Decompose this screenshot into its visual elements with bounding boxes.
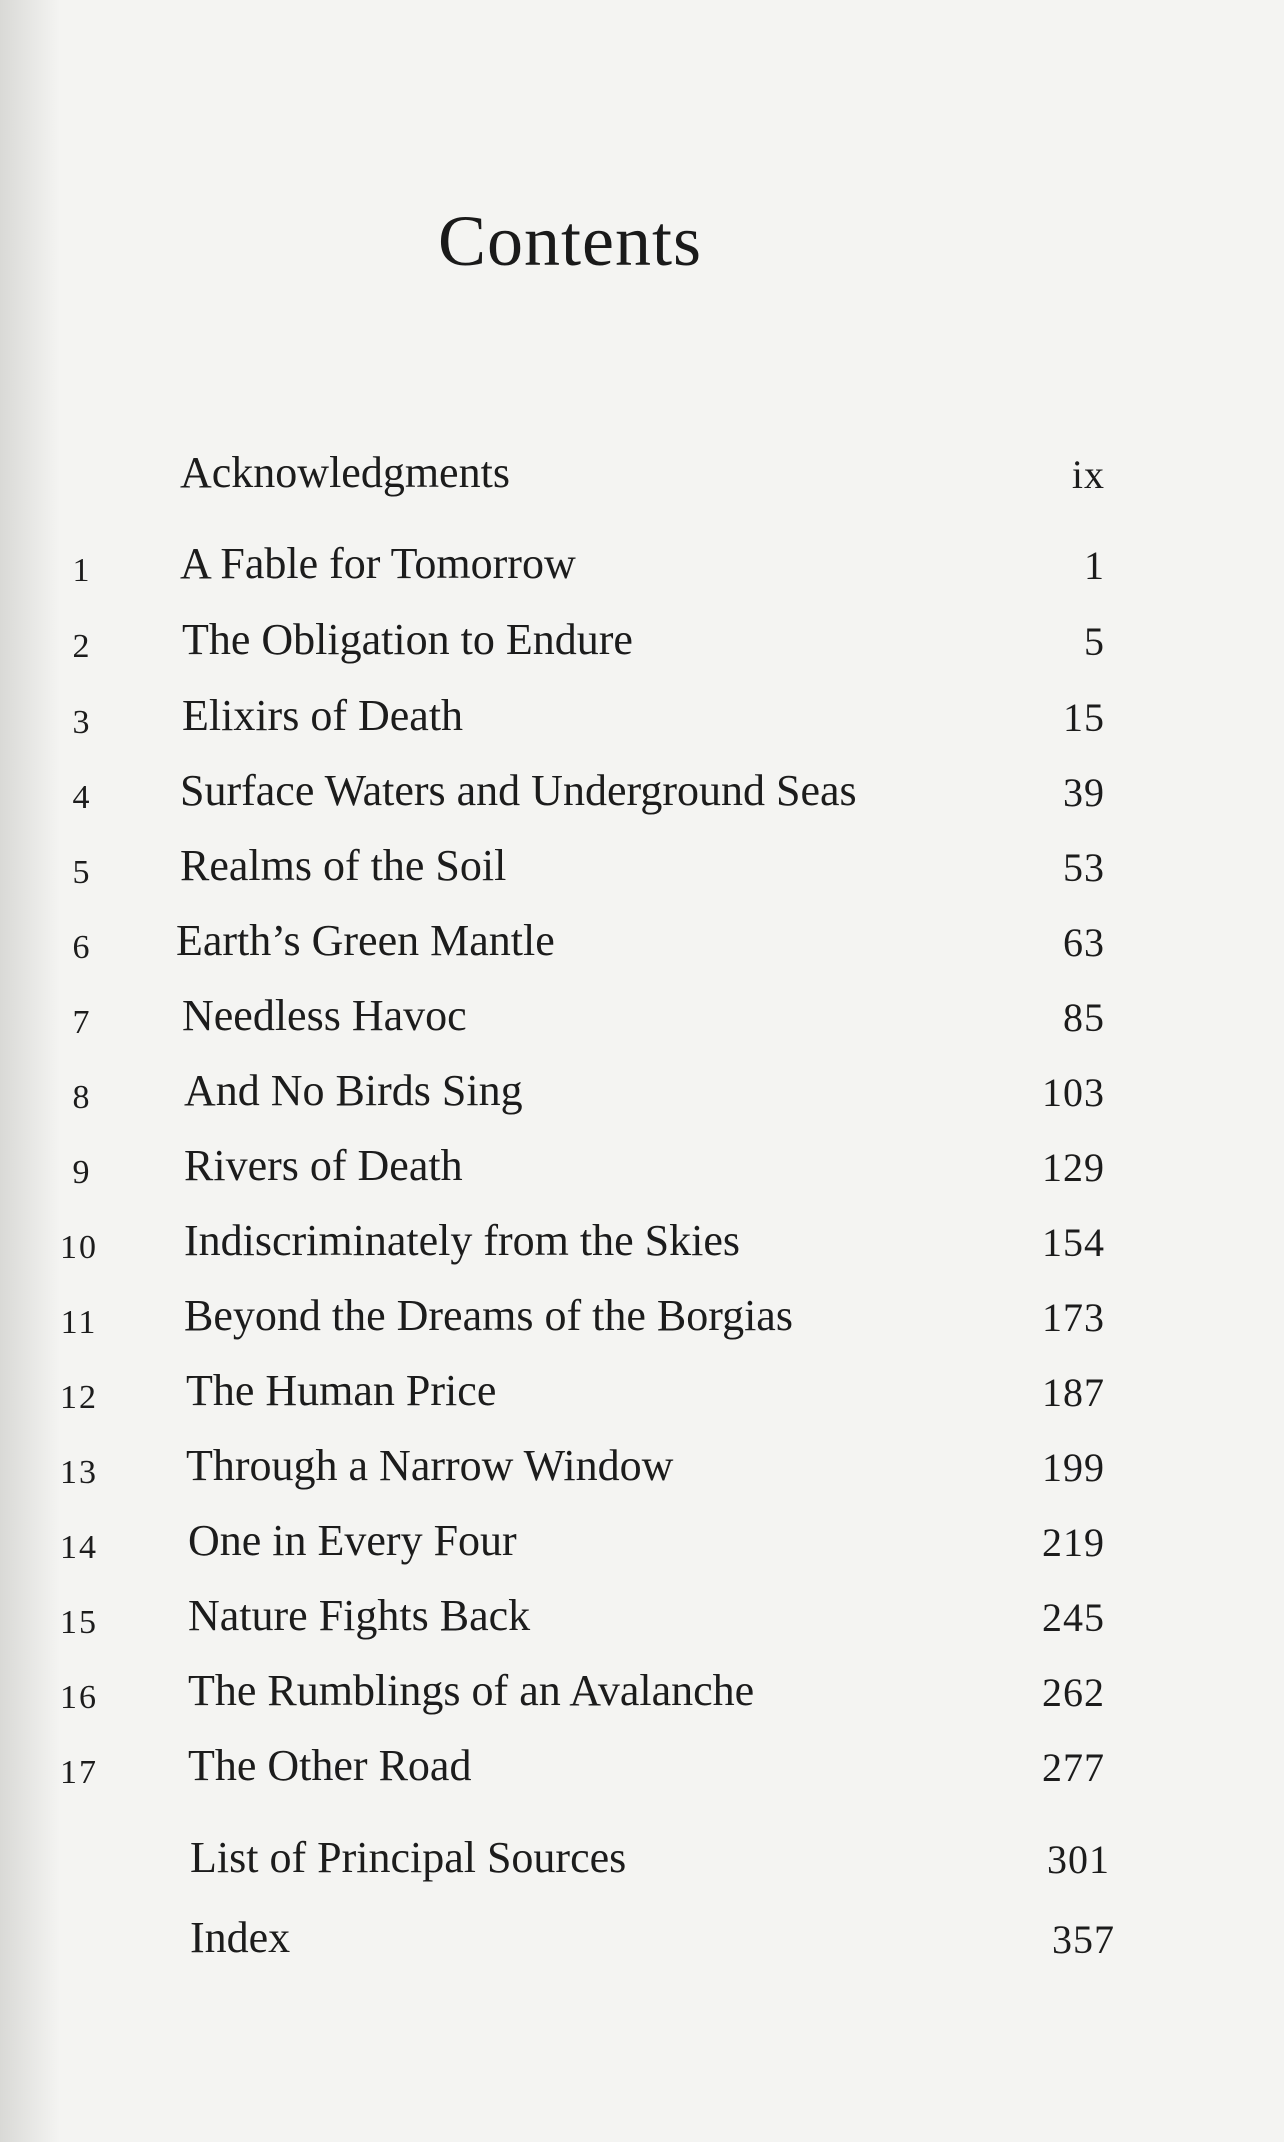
chapter-title: The Human Price	[186, 1366, 497, 1415]
chapter-number: 15	[60, 1604, 98, 1641]
chapter-title: Rivers of Death	[184, 1141, 463, 1190]
toc-chapter-row	[0, 765, 1284, 825]
chapter-number: 13	[60, 1454, 98, 1491]
chapter-page: 219	[1042, 1520, 1105, 1565]
chapter-title: Needless Havoc	[182, 991, 467, 1040]
toc-entry-sources	[0, 1832, 1284, 1892]
toc-entry-index	[0, 1912, 1284, 1972]
chapter-number: 16	[60, 1679, 98, 1716]
chapter-title: Realms of the Soil	[180, 841, 507, 890]
chapter-page: 85	[1063, 995, 1105, 1040]
chapter-title: Through a Narrow Window	[186, 1441, 674, 1490]
chapter-page: 277	[1042, 1745, 1105, 1790]
toc-chapter-row	[0, 1440, 1284, 1500]
toc-chapter-row	[0, 614, 1284, 674]
chapter-title: Earth’s Green Mantle	[176, 916, 555, 965]
chapter-title: A Fable for Tomorrow	[180, 539, 576, 588]
chapter-title: Nature Fights Back	[188, 1591, 531, 1640]
chapter-page: 187	[1042, 1370, 1105, 1415]
toc-chapter-row	[0, 1590, 1284, 1650]
chapter-number: 1	[72, 552, 92, 589]
toc-entry-page: ix	[1071, 452, 1105, 497]
chapter-page: 1	[1084, 543, 1105, 588]
toc-entry-page: 301	[1047, 1837, 1110, 1882]
chapter-title: Elixirs of Death	[182, 691, 464, 740]
toc-chapter-row	[0, 1215, 1284, 1275]
chapter-number: 2	[72, 628, 92, 665]
chapter-page: 5	[1084, 619, 1105, 664]
toc-entry-acknowledgments	[0, 447, 1284, 507]
toc-entry-page: 357	[1052, 1917, 1115, 1962]
toc-chapter-row	[0, 915, 1284, 975]
chapter-number: 4	[72, 779, 92, 816]
chapter-number: 14	[60, 1529, 98, 1566]
toc-entry-title: Index	[190, 1913, 291, 1962]
chapter-title: Surface Waters and Underground Seas	[180, 766, 857, 815]
chapter-title: And No Birds Sing	[184, 1066, 523, 1115]
toc-chapter-row	[0, 1665, 1284, 1725]
toc-chapter-row	[0, 1740, 1284, 1800]
toc-chapter-row	[0, 1140, 1284, 1200]
chapter-number: 17	[60, 1754, 98, 1791]
chapter-number: 8	[72, 1079, 92, 1116]
chapter-page: 103	[1042, 1070, 1105, 1115]
chapter-page: 199	[1042, 1445, 1105, 1490]
chapter-page: 53	[1063, 845, 1105, 890]
chapter-page: 39	[1063, 770, 1105, 815]
chapter-number: 9	[72, 1154, 92, 1191]
chapter-title: One in Every Four	[188, 1516, 517, 1565]
toc-chapter-row	[0, 990, 1284, 1050]
chapter-page: 245	[1042, 1595, 1105, 1640]
chapter-title: The Obligation to Endure	[182, 615, 633, 664]
chapter-page: 15	[1063, 695, 1105, 740]
chapter-number: 7	[72, 1004, 92, 1041]
toc-chapter-row	[0, 840, 1284, 900]
chapter-number: 3	[72, 704, 92, 741]
toc-chapter-row	[0, 1065, 1284, 1125]
chapter-title: Indiscriminately from the Skies	[184, 1216, 740, 1265]
toc-entry-title: List of Principal Sources	[190, 1833, 627, 1882]
toc-chapter-row	[0, 1365, 1284, 1425]
chapter-number: 5	[72, 854, 92, 891]
chapter-number: 12	[60, 1379, 98, 1416]
chapter-number: 11	[60, 1304, 98, 1341]
toc-chapter-row	[0, 1515, 1284, 1575]
toc-chapter-row	[0, 690, 1284, 750]
chapter-title: The Other Road	[188, 1741, 472, 1790]
chapter-title: The Rumblings of an Avalanche	[188, 1666, 755, 1715]
chapter-title: Beyond the Dreams of the Borgias	[184, 1291, 793, 1340]
toc-chapter-row	[0, 1290, 1284, 1350]
chapter-number: 10	[60, 1229, 98, 1266]
chapter-page: 154	[1042, 1220, 1105, 1265]
chapter-page: 262	[1042, 1670, 1105, 1715]
toc-chapter-row	[0, 538, 1284, 598]
chapter-page: 63	[1063, 920, 1105, 965]
toc-entry-title: Acknowledgments	[180, 448, 510, 497]
chapter-page: 173	[1042, 1295, 1105, 1340]
chapter-number: 6	[72, 929, 92, 966]
page-title: Contents	[437, 201, 702, 281]
chapter-page: 129	[1042, 1145, 1105, 1190]
